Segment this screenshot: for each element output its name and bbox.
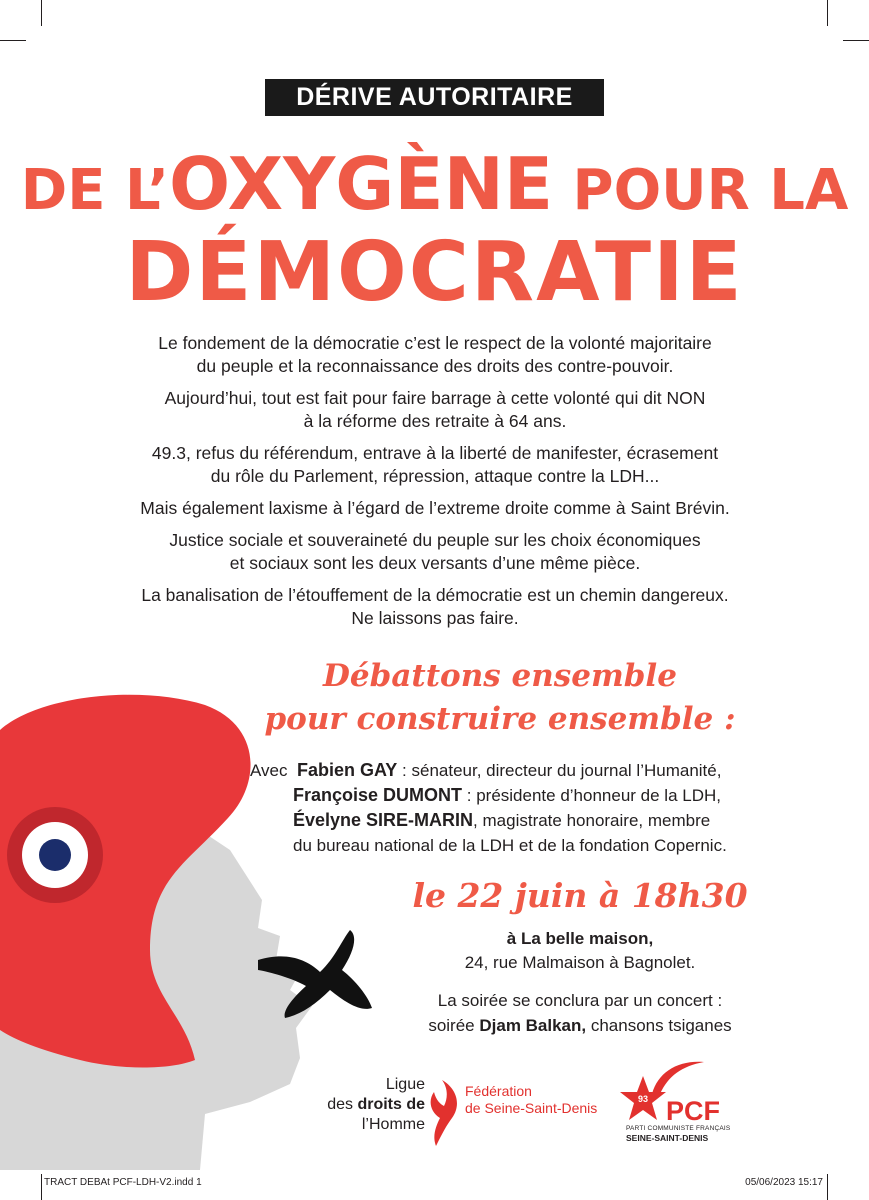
venue-address: 24, rue Malmaison à Bagnolet.	[464, 953, 696, 972]
ldh-logo-line: Ligue	[385, 1076, 425, 1093]
speaker-row	[250, 783, 770, 808]
speaker-role: : sénateur, directeur du journal l’Humanité,	[397, 761, 722, 780]
concert-line: La soirée se conclura par un concert :	[437, 991, 723, 1010]
ldh-logo-text: droits de	[357, 1096, 425, 1113]
pcf-name: PCF	[666, 1096, 720, 1126]
main-title-line1	[0, 142, 869, 226]
speaker-role: du bureau national de la LDH et de la fondation Copernic.	[293, 836, 727, 855]
cockade-center	[39, 839, 71, 871]
cta-line: Débattons ensemble	[323, 658, 677, 694]
concert-suffix: chansons tsiganes	[586, 1016, 732, 1035]
speakers-list	[250, 758, 770, 858]
ldh-logo	[300, 1075, 425, 1135]
title-fragment: POUR LA	[553, 158, 849, 223]
crop-mark	[41, 0, 42, 26]
text-line: La banalisation de l’étouffement de la démocratie est un chemin dangereux.	[141, 585, 729, 605]
event-venue	[380, 927, 780, 975]
speaker-name: Évelyne SIRE-MARIN	[293, 810, 474, 830]
event-date: le 22 juin à 18h30	[412, 876, 748, 915]
speaker-name: Fabien GAY	[296, 760, 398, 780]
federation-line: Fédération	[465, 1083, 532, 1099]
footer-timestamp: 05/06/2023 15:17	[745, 1177, 823, 1188]
paragraph	[80, 387, 790, 433]
ldh-logo-text: des	[327, 1096, 358, 1113]
speaker-role: , magistrate honoraire, membre	[473, 811, 711, 830]
concert-line	[370, 1013, 790, 1038]
crop-mark	[0, 40, 26, 41]
crop-mark	[827, 1174, 828, 1200]
title-fragment: DE L’	[20, 158, 170, 223]
ldh-flame-icon	[422, 1078, 464, 1148]
paragraph	[80, 497, 790, 520]
text-line: Aujourd’hui, tout est fait pour faire barrage à cette volonté qui dit NON	[164, 388, 706, 408]
paragraph	[80, 332, 790, 378]
text-line: 49.3, refus du référendum, entrave à la liberté de manifester, écrasement	[151, 443, 719, 463]
banner: DÉRIVE AUTORITAIRE	[265, 79, 604, 116]
paragraph	[80, 529, 790, 575]
cta-line: pour construire ensemble :	[264, 701, 736, 737]
speaker-row	[250, 808, 770, 833]
pcf-number: 93	[638, 1094, 649, 1104]
text-line: et sociaux sont les deux versants d’une même pièce.	[229, 553, 641, 573]
text-line: Justice sociale et souveraineté du peuple sur les choix économiques	[169, 530, 701, 550]
speaker-row	[250, 758, 770, 783]
speakers-intro: Avec	[250, 761, 288, 780]
text-line: Ne laissons pas faire.	[351, 608, 519, 628]
speaker-name: Françoise DUMONT	[293, 785, 463, 805]
title-fragment-emphasis: OXYGÈNE	[169, 142, 554, 226]
pcf-swoosh-icon	[648, 1058, 708, 1098]
call-to-action	[200, 655, 800, 741]
speaker-role: : présidente d’honneur de la LDH,	[462, 786, 721, 805]
concert-prefix: soirée	[428, 1016, 480, 1035]
footer-file-name: TRACT DEBAt PCF-LDH-V2.indd 1	[44, 1177, 202, 1188]
pcf-logo	[618, 1058, 768, 1148]
ldh-logo-line	[300, 1095, 425, 1115]
paragraph	[80, 584, 790, 630]
crop-mark	[827, 0, 828, 26]
federation-line: de Seine-Saint-Denis	[465, 1100, 598, 1116]
concert-info	[370, 988, 790, 1038]
pcf-region: SEINE-SAINT-DENIS	[626, 1133, 709, 1143]
pcf-subtitle: PARTI COMMUNISTE FRANÇAIS	[626, 1125, 731, 1132]
concert-artist: Djam Balkan,	[479, 1016, 587, 1035]
body-text	[80, 332, 790, 639]
ldh-logo-line: l’Homme	[361, 1116, 425, 1133]
crop-mark	[41, 1174, 42, 1200]
main-title-line2: DÉMOCRATIE	[125, 225, 744, 320]
venue-name: à La belle maison,	[506, 929, 654, 948]
crop-mark	[843, 40, 869, 41]
text-line: du rôle du Parlement, répression, attaque contre la LDH...	[210, 466, 660, 486]
speaker-row	[250, 833, 770, 858]
federation-logo	[465, 1083, 597, 1117]
text-line: Mais également laxisme à l’égard de l’extreme droite comme à Saint Brévin.	[140, 498, 730, 518]
text-line: à la réforme des retraite à 64 ans.	[303, 411, 567, 431]
text-line: du peuple et la reconnaissance des droits des contre-pouvoir.	[196, 356, 674, 376]
text-line: Le fondement de la démocratie c’est le respect de la volonté majoritaire	[158, 333, 712, 353]
paragraph	[80, 442, 790, 488]
